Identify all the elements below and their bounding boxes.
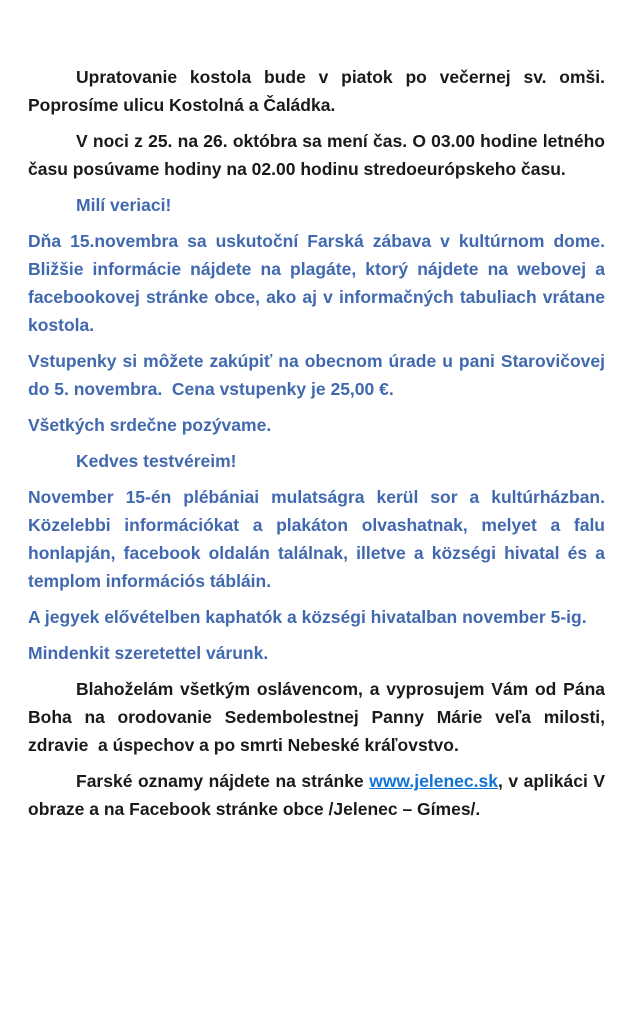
paragraph-cleaning-announcement: Upratovanie kostola bude v piatok po večernej sv. omši. Poprosíme ulicu Kostolná a Čaládka. <box>28 67 605 115</box>
paragraph-invitation-hu: Mindenkit szeretettel várunk. <box>28 643 269 663</box>
paragraph-tickets-hu: A jegyek elővételben kaphatók a községi hivatalban november 5-ig. <box>28 607 587 627</box>
paragraph-parish-party-hu: November 15-én plébániai mulatságra kerül sor a kultúrházban. Közelebbi információkat a plakáton olvashatnak, melyet a falu honlapján, facebook oldalán találnak, illetve a községi hivatal és a templom információs tábláin. <box>28 487 605 591</box>
paragraph-tickets-sk: Vstupenky si môžete zakúpiť na obecnom úrade u pani Starovičovej do 5. novembra. Cena vstupenky je 25,00 €. <box>28 351 605 399</box>
paragraph-birthday-blessing: Blahoželám všetkým oslávencom, a vyprosujem Vám od Pána Boha na orodovanie Sedembolestnej Panny Márie veľa milosti, zdravie a úspechov a po smrti Nebeské kráľovstvo. <box>28 679 605 755</box>
parish-news-text-after-link: , v aplikáci V obraze a na Facebook stránke obce /Jelenec – Gímes/. <box>28 771 606 819</box>
greeting-hungarian: Kedves testvéreim! <box>76 451 237 471</box>
paragraph-time-change: V noci z 25. na 26. októbra sa mení čas. O 03.00 hodine letného času posúvame hodiny na 02.00 hodinu stredoeurópskeho času. <box>28 131 605 179</box>
parish-news-text-before-link: Farské oznamy nájdete na stránke <box>76 771 370 791</box>
paragraph-invitation-sk: Všetkých srdečne pozývame. <box>28 415 272 435</box>
paragraph-parish-news <box>28 767 605 823</box>
jelenec-website-link[interactable]: www.jelenec.sk <box>369 771 498 791</box>
paragraph-parish-party-sk: Dňa 15.novembra sa uskutoční Farská zábava v kultúrnom dome. Bližšie informácie nájdete na plagáte, ktorý nájdete na webovej a facebookovej stránke obce, ako aj v informačných tabuliach vrátane kostola. <box>28 231 605 335</box>
greeting-slovak: Milí veriaci! <box>76 195 172 215</box>
